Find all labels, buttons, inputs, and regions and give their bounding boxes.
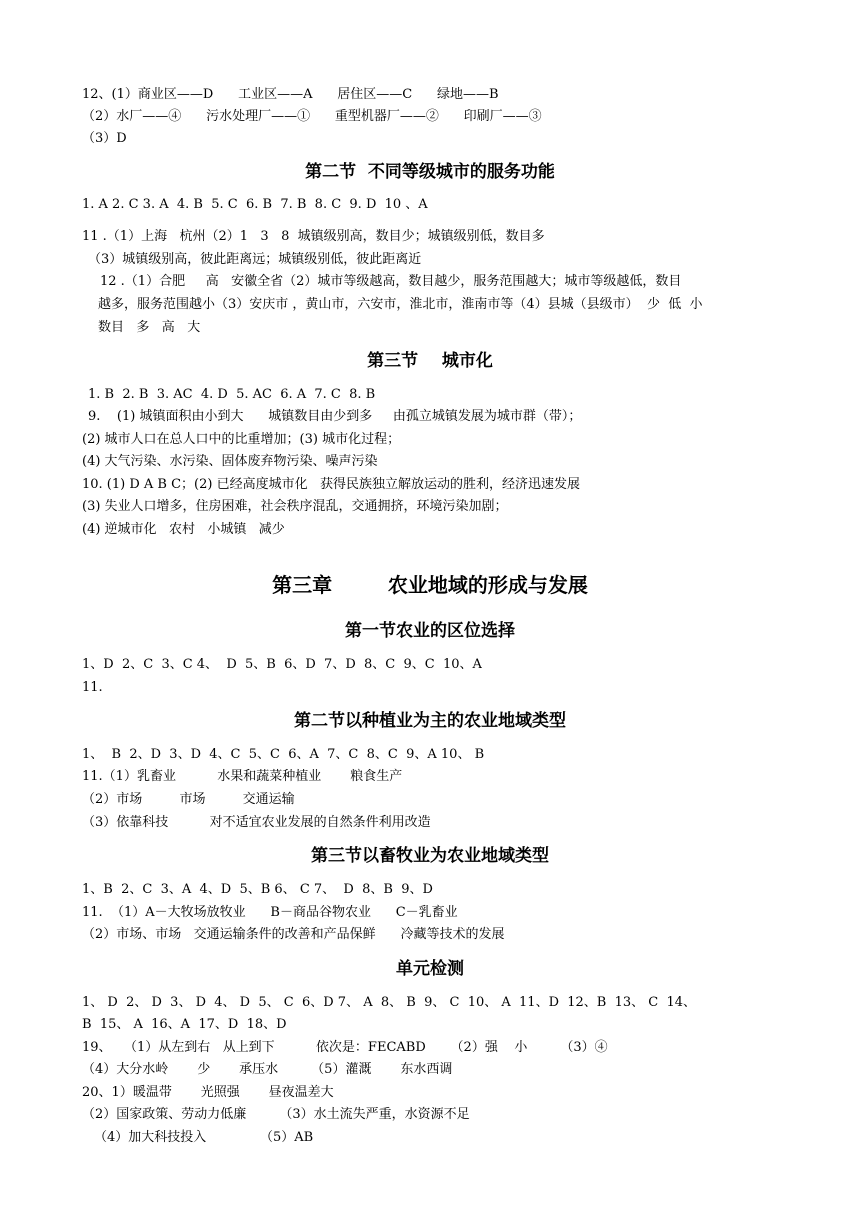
ch3-sec3-line-2: 11. （1）A－大牧场放牧业 B－商品谷物农业 C－乳畜业 (82, 905, 458, 920)
section2-line-5: 越多，服务范围越小（3）安庆市 ，黄山市，六安市，淮北市，淮南市等（4）县城（县级市） 少 低 小 (98, 297, 703, 312)
section-title-livestock: 第三节以畜牧业为农业地域类型 (311, 846, 549, 866)
unit-test-line-2: B 15、 A 16、A 17、D 18、D (82, 1017, 287, 1032)
ch3-sec2-line-2: 11.（1）乳畜业 水果和蔬菜种植业 粮食生产 (82, 769, 403, 784)
section2-line-3: （3）城镇级别高，彼此距离远；城镇级别低，彼此距离近 (88, 252, 422, 267)
chapter-title-agriculture: 第三章 农业地域的形成与发展 (272, 573, 588, 597)
section2-line-6: 数目 多 高 大 (98, 320, 201, 335)
section2-line-4: 12 .（1）合肥 高 安徽全省（2）城市等级越高，数目越少，服务范围越大；城市等级越低，数目 (100, 274, 682, 289)
unit-test-line-4: （4）大分水岭 少 承压水 （5）灌溉 东水西调 (82, 1062, 453, 1077)
unit-test-line-5: 20、1）暖温带 光照强 昼夜温差大 (82, 1085, 334, 1100)
q12-line-2: （2）水厂——④ 污水处理厂——① 重型机器厂——② 印刷厂——③ (82, 109, 542, 124)
ch3-sec2-line-4: （3）依靠科技 对不适宜农业发展的自然条件利用改造 (82, 815, 431, 830)
ch3-sec2-line-1: 1、 B 2、D 3、D 4、C 5、C 6、A 7、C 8、C 9、A 10、 B (82, 747, 485, 762)
section2-line-1: 1. A 2. C 3. A 4. B 5. C 6. B 7. B 8. C 9. D 10 、A (82, 197, 428, 212)
unit-test-line-7: （4）加大科技投入 （5）AB (94, 1130, 314, 1145)
section-title-crop-farming: 第二节以种植业为主的农业地域类型 (294, 711, 566, 731)
section3-line-5: 10. (1) D A B C；(2) 已经高度城市化 获得民族独立解放运动的胜利，经济迅速发展 (82, 477, 581, 492)
section-title-service-functions: 第二节 不同等级城市的服务功能 (305, 162, 555, 182)
q12-line-3: （3）D (82, 131, 127, 146)
section3-line-4: (4) 大气污染、水污染、固体废弃物污染、噪声污染 (82, 454, 378, 469)
section-title-agri-location: 第一节农业的区位选择 (345, 621, 515, 641)
section3-line-1: 1. B 2. B 3. AC 4. D 5. AC 6. A 7. C 8. B (88, 387, 376, 402)
unit-test-line-1: 1、 D 2、 D 3、 D 4、 D 5、 C 6、D 7、 A 8、 B 9、 C 10、 A 11、D 12、B 13、 C 14、 (82, 995, 697, 1010)
section3-line-2: 9. (1) 城镇面积由小到大 城镇数目由少到多 由孤立城镇发展为城市群（带）； (88, 409, 582, 424)
section3-line-6: (3) 失业人口增多，住房困难，社会秩序混乱，交通拥挤，环境污染加剧； (82, 499, 508, 514)
ch3-sec3-line-1: 1、B 2、C 3、A 4、D 5、B 6、 C 7、 D 8、B 9、D (82, 882, 433, 897)
ch3-sec3-line-3: （2）市场、市场 交通运输条件的改善和产品保鲜 冷藏等技术的发展 (82, 927, 505, 942)
section-title-urbanization: 第三节 城市化 (367, 351, 493, 371)
ch3-sec1-line-2: 11. (82, 680, 103, 695)
section3-line-7: (4) 逆城市化 农村 小城镇 减少 (82, 522, 285, 537)
section-title-unit-test: 单元检测 (396, 959, 464, 979)
section3-line-3: (2) 城市人口在总人口中的比重增加；(3) 城市化过程； (82, 432, 401, 447)
ch3-sec1-line-1: 1、D 2、C 3、C 4、 D 5、B 6、D 7、D 8、C 9、C 10、A (82, 657, 482, 672)
unit-test-line-6: （2）国家政策、劳动力低廉 （3）水土流失严重，水资源不足 (82, 1107, 470, 1122)
unit-test-line-3: 19、 （1）从左到右 从上到下 依次是：FECABD （2）强 小 （3）④ (82, 1040, 608, 1055)
q12-line-1: 12、(1）商业区——D 工业区——A 居住区——C 绿地——B (82, 87, 499, 102)
ch3-sec2-line-3: （2）市场 市场 交通运输 (82, 792, 295, 807)
section2-line-2: 11 .（1）上海 杭州（2）1 3 8 城镇级别高，数目少；城镇级别低，数目多 (82, 229, 545, 244)
